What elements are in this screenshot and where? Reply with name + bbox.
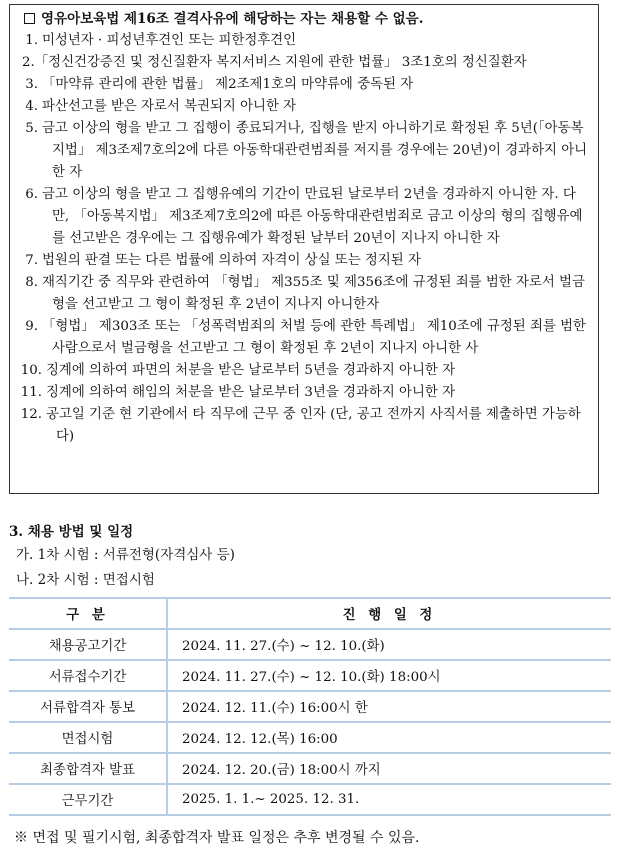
item-text: 「마약류 관리에 관한 법률」 제2조제1호의 마약류에 중독된 자 (42, 77, 414, 92)
item-text: 미성년자 · 피성년후견인 또는 피한정후견인 (42, 33, 297, 48)
list-item (20, 404, 590, 448)
table-row (9, 629, 611, 660)
first-exam-line: 가. 1차 시험 : 서류전형(자격심사 등) (16, 547, 235, 563)
item-text: 금고 이상의 형을 받고 그 집행이 종료되거나, 집행을 받지 아니하기로 확정된 후 5년(「아동복지법」 제3조제7호의2에 다른 아동학대관련범죄를 저지를 경우에는 20년)이 경과하지 아니한 자 (42, 121, 588, 180)
item-number: 4. (25, 99, 38, 114)
item-number: 6. (25, 187, 38, 202)
item-text: 법원의 판결 또는 다른 법률에 의하여 자격이 상실 또는 정지된 자 (42, 253, 421, 268)
table-header-row (9, 598, 611, 629)
second-exam-line: 나. 2차 시험 : 면접시험 (16, 572, 155, 588)
row-label: 면접시험 (9, 722, 167, 753)
item-number: 11. (20, 385, 42, 400)
item-text: 「정신건강증진 및 정신질환자 복지서비스 지원에 관한 법률」 3조1호의 정신질환자 (34, 55, 527, 70)
list-item (20, 96, 590, 118)
row-label: 서류접수기간 (9, 660, 167, 691)
header-schedule: 진 행 일 정 (167, 598, 611, 629)
table-row (9, 691, 611, 722)
list-item (20, 382, 590, 404)
checkbox-square-icon (24, 13, 35, 24)
schedule-footnote: ※ 면접 및 필기시험, 최종합격자 발표 일정은 추후 변경될 수 있음. (14, 830, 420, 846)
item-number: 5. (25, 121, 38, 136)
item-number: 2. (22, 55, 35, 70)
item-number: 10. (20, 363, 42, 378)
item-text: 공고일 기준 현 기관에서 타 직무에 근무 중 인자 (단, 공고 전까지 사직서를 제출하면 가능하다) (46, 407, 581, 444)
item-number: 1. (25, 33, 38, 48)
list-item (20, 250, 590, 272)
item-text: 재직기간 중 직무와 관련하여 「형법」 제355조 및 제356조에 규정된 죄를 범한 자로서 벌금형을 선고받고 그 형이 확정된 후 2년이 지나지 아니한자 (42, 275, 585, 312)
row-value: 2024. 12. 11.(수) 16:00시 한 (167, 691, 611, 722)
table-row (9, 753, 611, 784)
list-item (20, 30, 590, 52)
disqualification-title: 영유아보육법 제16조 결격사유에 해당하는 자는 채용할 수 없음. (41, 11, 424, 27)
item-number: 12. (20, 407, 42, 422)
item-text: 「형법」 제303조 또는 「성폭력범죄의 처벌 등에 관한 특례법」 제10조에 규정된 죄를 범한 사람으로서 벌금형을 선고받고 그 형이 확정된 후 2년이 지나지 아니한 사 (42, 319, 586, 356)
list-item (20, 184, 590, 250)
row-value: 2024. 12. 20.(금) 18:00시 까지 (167, 753, 611, 784)
row-value: 2024. 11. 27.(수) ~ 12. 10.(화) 18:00시 (167, 660, 611, 691)
section-title: 3. 채용 방법 및 일정 (9, 524, 134, 540)
table-row (9, 660, 611, 691)
item-text: 금고 이상의 형을 받고 그 집행유예의 기간이 만료된 날로부터 2년을 경과하지 아니한 자. 다만, 「아동복지법」 제3조제7호의2에 따른 아동학대관련범죄로 금고 이상의 형의 집행유예를 선고받은 경우에는 그 집행유예가 확정된 날부터 20년이 지나지 아니한 자 (42, 187, 583, 246)
item-number: 3. (25, 77, 38, 92)
row-label: 최종합격자 발표 (9, 753, 167, 784)
row-value: 2024. 12. 12.(목) 16:00 (167, 722, 611, 753)
list-item (20, 74, 590, 96)
row-label: 서류합격자 통보 (9, 691, 167, 722)
item-number: 8. (25, 275, 38, 290)
disqualification-title-row (24, 8, 590, 30)
list-item (20, 316, 590, 360)
item-number: 7. (25, 253, 38, 268)
disqualification-box (9, 4, 599, 494)
item-text: 징계에 의하여 해임의 처분을 받은 날로부터 3년을 경과하지 아니한 자 (46, 385, 456, 400)
table-row (9, 722, 611, 753)
row-value: 2025. 1. 1.~ 2025. 12. 31. (167, 784, 611, 815)
list-item (20, 52, 590, 74)
table-row (9, 784, 611, 815)
row-label: 채용공고기간 (9, 629, 167, 660)
row-value: 2024. 11. 27.(수) ~ 12. 10.(화) (167, 629, 611, 660)
list-item (20, 360, 590, 382)
header-category: 구 분 (9, 598, 167, 629)
item-text: 파산선고를 받은 자로서 복권되지 아니한 자 (42, 99, 297, 114)
item-text: 징계에 의하여 파면의 처분을 받은 날로부터 5년을 경과하지 아니한 자 (46, 363, 456, 378)
item-number: 9. (25, 319, 38, 334)
row-label: 근무기간 (9, 784, 167, 815)
schedule-table (9, 597, 611, 816)
disqualification-list (20, 30, 590, 448)
list-item (20, 272, 590, 316)
list-item (20, 118, 590, 184)
